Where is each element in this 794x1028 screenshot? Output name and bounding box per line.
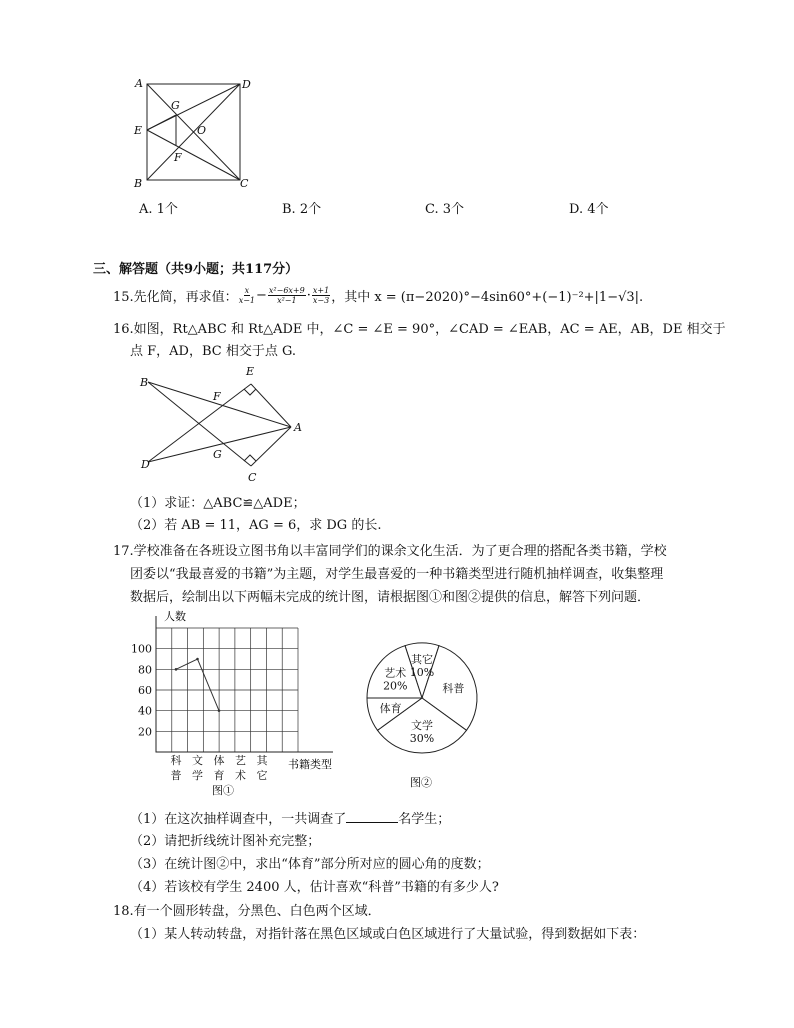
x-category-label: 体	[213, 754, 225, 767]
chart-ylabel: 人数	[164, 610, 186, 623]
pie-slice-percent: 20%	[383, 679, 408, 693]
option-d: D. 4个	[569, 202, 609, 217]
q15-frac-1: $\frac{x}{x-1}$	[238, 286, 255, 305]
x-category-label: 普	[170, 769, 182, 782]
t-label-D: D	[141, 458, 150, 471]
x-category-label: 艺	[235, 754, 246, 767]
label-B: B	[134, 177, 143, 190]
square-figure	[128, 72, 258, 192]
t-label-E: E	[246, 365, 255, 378]
label-D: D	[242, 78, 251, 91]
q16-part2: （2）若 AB = 11，AG = 6，求 DG 的长.	[130, 518, 382, 533]
x-category-label: 其	[256, 754, 268, 767]
t-label-B: B	[140, 376, 149, 389]
t-label-C: C	[248, 471, 257, 484]
y-tick-label: 20	[138, 725, 152, 739]
data-point	[197, 658, 199, 660]
q17-line2: 团委以“我最喜爱的书籍”为主题，对学生最喜爱的一种书籍类型进行随机抽样调查，收集整理	[130, 567, 664, 582]
answer-blank	[346, 810, 398, 823]
line-ec	[147, 130, 240, 180]
q17-part3: （3）在统计图②中，求出“体育”部分所对应的圆心角的度数；	[130, 857, 490, 872]
option-c: C. 3个	[425, 202, 465, 217]
q17-part1: （1）在这次抽样调查中，一共调查了 名学生；	[130, 812, 451, 827]
option-a: A. 1个	[139, 202, 178, 217]
pie-chart	[360, 636, 490, 796]
q15-lead: 15.先化简，再求值：	[113, 290, 238, 305]
x-category-label: 文	[192, 754, 203, 767]
q17-line3: 数据后，绘制出以下两幅未完成的统计图，请根据图①和图②提供的信息，解答下列问题．	[130, 590, 651, 605]
label-G: G	[171, 99, 180, 112]
data-point	[175, 669, 177, 671]
chart-figure-label: 图①	[212, 784, 234, 797]
x-category-label: 术	[235, 769, 246, 782]
label-A: A	[135, 77, 143, 90]
pie-slice-label: 体育	[379, 702, 402, 716]
triangle-figure	[138, 362, 308, 484]
x-category-label: 学	[192, 769, 203, 782]
q16-line2: 点 F，AD，BC 相交于点 G.	[130, 344, 297, 359]
x-category-label: 育	[213, 769, 225, 782]
q16-line1: 16.如图，Rt△ABC 和 Rt△ADE 中，∠C = ∠E = 90°，∠CAD = ∠EAB，AC = AE，AB，DE 相交于	[113, 322, 726, 337]
q15-frac-3: $\frac{x+1}{x-3}$	[312, 286, 330, 305]
section-title: 三、解答题（共9小题；共117分）	[93, 262, 299, 277]
t-label-G: G	[213, 448, 222, 461]
t-label-F: F	[213, 390, 221, 403]
option-b: B. 2个	[282, 202, 322, 217]
q17-part4: （4）若该校有学生 2400 人，估计喜欢“科普”书籍的有多少人?	[130, 880, 499, 895]
label-C: C	[240, 177, 249, 190]
question-15	[113, 286, 643, 305]
q15-dot: ·	[306, 288, 311, 303]
label-O: O	[197, 124, 207, 137]
data-point	[218, 710, 220, 712]
pie-slice-label: 艺术	[384, 666, 407, 680]
pie-slice-label: 文学	[411, 719, 433, 732]
x-category-label: 科	[170, 754, 182, 767]
label-F: F	[174, 151, 182, 164]
q16-part1: （1）求证：△ABC≌△ADE；	[130, 496, 306, 511]
y-tick-label: 100	[131, 642, 152, 656]
q17-part2: （2）请把折线统计图补充完整；	[130, 834, 321, 849]
q18-part1: （1）某人转动转盘，对指针落在黑色区域或白色区域进行了大量试验，得到数据如下表：	[130, 927, 646, 942]
pie-slice-label: 科普	[442, 681, 465, 695]
x-category-label: 它	[256, 769, 268, 782]
q15-tail: ，其中 x = (π−2020)°−4sin60°+(−1)⁻²+|1−√3|.	[331, 290, 644, 305]
pie-figure-label: 图②	[410, 776, 432, 789]
q17-line1: 17.学校准备在各班设立图书角以丰富同学们的课余文化生活．为了更合理的搭配各类书籍，学校	[113, 544, 667, 559]
q18-line1: 18.有一个圆形转盘，分黑色、白色两个区域．	[113, 904, 381, 919]
y-tick-label: 40	[138, 704, 152, 718]
chart-xlabel: 书籍类型	[288, 758, 332, 771]
pie-slice-percent: 10%	[409, 666, 435, 679]
y-tick-label: 60	[138, 684, 152, 697]
y-tick-label: 80	[138, 663, 152, 677]
line-chart	[128, 606, 338, 798]
t-label-A: A	[294, 421, 302, 434]
pie-slice-percent: 30%	[409, 732, 435, 745]
label-E: E	[134, 124, 143, 137]
q15-frac-2: $\frac{\text{x²−6x+9}}{\text{x²−1}}$	[268, 286, 305, 305]
line-eg	[147, 115, 176, 130]
pie-slice-label: 其它	[411, 653, 433, 666]
q15-minus: −	[256, 288, 267, 303]
series-line	[176, 659, 219, 711]
